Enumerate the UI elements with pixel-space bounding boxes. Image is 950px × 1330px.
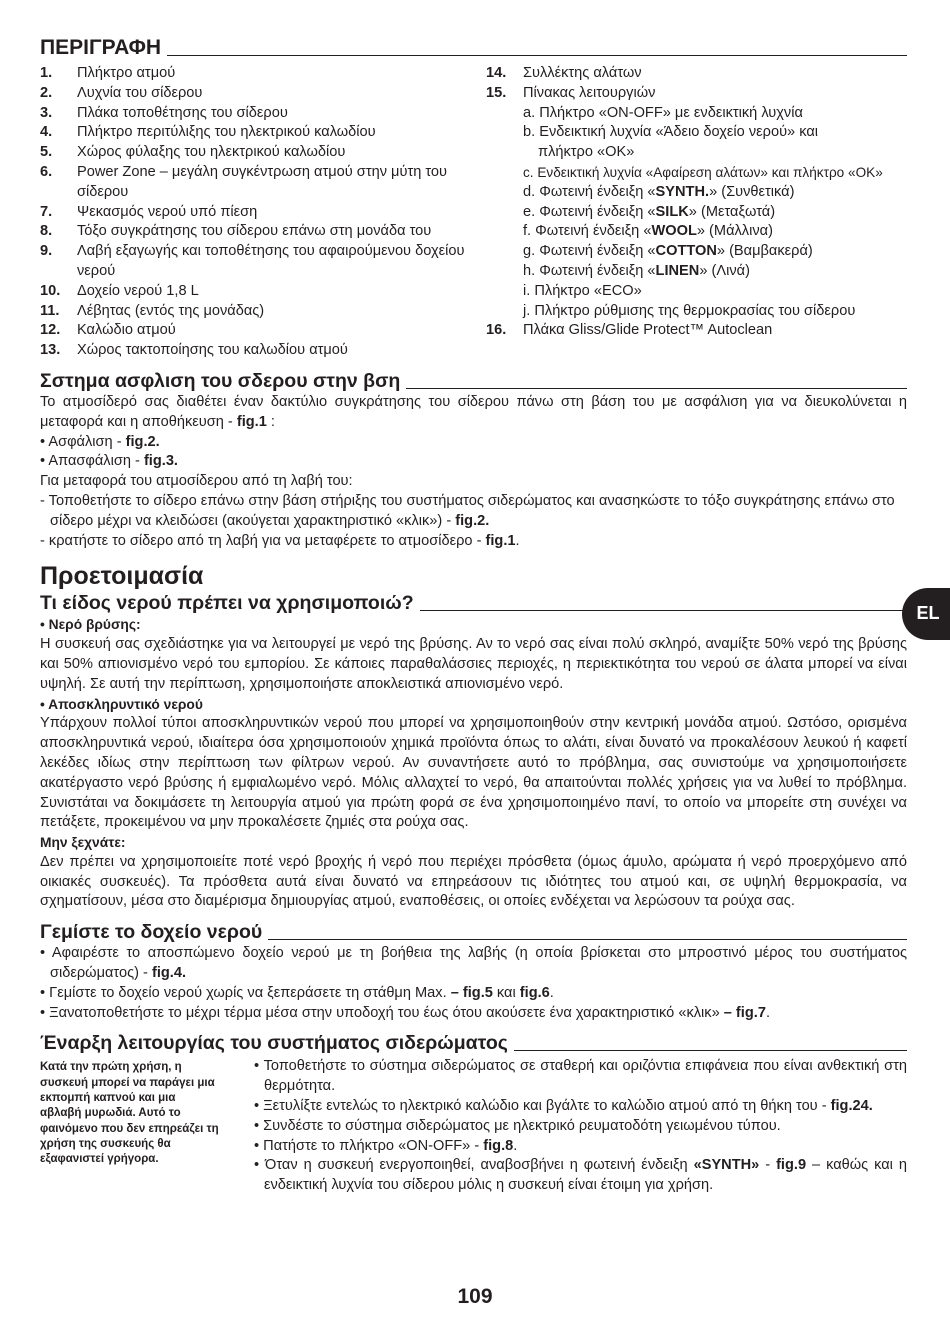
sub-item: c. Ενδεικτική λυχνία «Αφαίρεση αλάτων» και πλήκτρο «OK»: [523, 164, 883, 180]
bullet: • Πατήστε το πλήκτρο «ON-OFF» - fig.8.: [254, 1137, 518, 1154]
list-item: 2. Λυχνία του σίδερου: [40, 84, 203, 101]
list-item: 12. Καλώδιο ατμού: [40, 322, 176, 339]
heading-rule: [406, 388, 907, 389]
page-number: 109: [457, 1285, 493, 1308]
list-item: 11. Λέβητας (εντός της μονάδας): [40, 302, 265, 319]
sub-item: f. Φωτεινή ένδειξη «WOOL» (Μάλλινα): [523, 223, 773, 240]
sub-item: d. Φωτεινή ένδειξη «SYNTH.» (Συνθετικά): [523, 183, 795, 200]
section-title: Προετοιμασία: [40, 562, 204, 591]
sub-item: e. Φωτεινή ένδειξη «SILK» (Μεταξωτά): [523, 203, 776, 220]
list-item: 8. Τόξο συγκράτησης του σίδερου επάνω στη μονάδα του: [40, 223, 432, 240]
paragraph: Υπάρχουν πολλοί τύποι αποσκληρυντικών νερού που μπορεί να χρησιμοποιηθούν στην κεντρική μονάδα ατμού. Ωστόσο, ορισμένα αποσκληρυντικά νερού, ιδιαίτερα όσα χρησιμοποιούν χημικά προϊόντα όπως το αλάτι, είναι δυνατό να προκαλέσουν λευκού ή καφετί λεκέδες ιδίως στην περίπτωση των φίλτρων νερού. Αν συναντήσετε αυτό το πρόβλημα, σας συνιστούμε να χρησιμοποιήσετε ακατέργαστο νερό βρύσης ή εμφιαλωμένο νερό. Μόλις αλλαχτεί το νερό, θα απαιτούνται πολλές χρήσεις για να λυθεί το πρόβλημα. Συνιστάται να δοκιμάσετε τη λειτουργία ατμού για πρώτη φορά σε ένα χρησιμοποιημένο πανί, το οποίο να μπορείτε στη συνέχει να πετάξετε, προκειμένου να μην προκαλέσετε ζημιές στα ρούχα σας.: [40, 715, 907, 831]
description-heading: ΠΕΡΙΓΡΑΦΗ: [40, 36, 907, 60]
list-item: 7. Ψεκασμός νερού υπό πίεση: [40, 203, 258, 220]
list-item: 15. Πίνακας λειτουργιών: [486, 84, 656, 101]
bullet: • Όταν η συσκευή ενεργοποιηθεί, αναβοσβήνει η φωτεινή ένδειξη «SYNTH» - fig.9 – καθώς και η ενδεικτική λυχνία του σίδερου μόλις η συσκευή είναι έτοιμη για χρήση.: [254, 1157, 907, 1194]
list-item: 9. Λαβή εξαγωγής και τοποθέτησης του αφαιρούμενου δοχείου νερού: [40, 243, 465, 279]
parts-list: [40, 64, 907, 361]
lock-heading: Σστημα ασφλιση του σδερου στην βση: [40, 369, 907, 393]
manual-page: [40, 36, 907, 1196]
start-steps: [254, 1057, 907, 1196]
parts-list-left: [40, 64, 486, 361]
paragraph: Το ατμοσίδερό σας διαθέτει έναν δακτύλιο συγκράτησης του σίδερου πάνω στη βάση του με ασφάλιση για να διευκολύνεται η μεταφορά και η αποθήκευση - fig.1 :: [40, 393, 907, 430]
bullet: • Αφαιρέστε το αποσπώμενο δοχείο νερού με τη βοήθεια της λαβής (η οποία βρίσκεται στο μπροστινό μέρος του συστήματος σιδερώματος) - fig.4.: [40, 945, 907, 982]
sub-item: b. Ενδεικτική λυχνία «Άδειο δοχείο νερού» και: [523, 124, 819, 141]
bullet: • Τοποθετήστε το σύστημα σιδερώματος σε σταθερή και οριζόντια επιφάνεια που είναι ανθεκτική στη θερμότητα.: [254, 1058, 907, 1095]
water-section: [40, 615, 907, 912]
start-heading: Έναρξη λειτουργίας του συστήματος σιδερώματος: [40, 1031, 907, 1055]
sub-item: i. Πλήκτρο «ECO»: [523, 282, 642, 299]
dash-item: - κρατήστε το σίδερο από τη λαβή για να μεταφέρετε το ατμοσίδερο - fig.1.: [40, 532, 520, 549]
subheading: • Νερό βρύσης:: [40, 617, 141, 633]
bullet: • Ασφάλιση - fig.2.: [40, 433, 160, 450]
sub-item: h. Φωτεινή ένδειξη «LINEN» (Λινά): [523, 262, 750, 279]
list-item: 5. Χώρος φύλαξης του ηλεκτρικού καλωδίου: [40, 144, 346, 161]
bullet: • Συνδέστε το σύστημα σιδερώματος με ηλεκτρικό ρευματοδότη γειωμένου τύπου.: [254, 1117, 781, 1134]
fill-heading: Γεμίστε το δοχείο νερού: [40, 920, 907, 944]
paragraph: Για μεταφορά του ατμοσίδερου από τη λαβή του:: [40, 473, 353, 490]
heading-rule: [167, 55, 907, 56]
fill-section: [40, 944, 907, 1023]
heading-rule: [268, 939, 907, 940]
sub-item: j. Πλήκτρο ρύθμισης της θερμοκρασίας του σίδερου: [523, 302, 856, 319]
paragraph: Δεν πρέπει να χρησιμοποιείτε ποτέ νερό βροχής ή νερό που περιέχει πρόσθετα (όμως άμυλο, αρώματα ή νερό προερχόμενο από οικιακές συσκευές). Τα πρόσθετα αυτά είναι δυνατό να επηρεάσουν τις ιδιότητες του ατμού και, σε υψηλή θερμοκρασία, να σχηματίσουν, μέσα στο διαμέρισμα δημιουργίας ατμού, εναποθέσεις, οι οποίες ενδέχεται να λερώσουν τα ρούχα σας.: [40, 853, 907, 910]
list-item: 16. Πλάκα Gliss/Glide Protect™ Autoclean: [486, 322, 773, 339]
paragraph: Η συσκευή σας σχεδιάστηκε για να λειτουργεί με νερό της βρύσης. Αν το νερό σας είναι πολύ σκληρό, αναμίξτε 50% νερό της βρύσης και 50% απιονισμένο νερό του εμπορίου. Σε κάποιες παραθαλάσσιες περιοχές, η περιεκτικότητα του νερού σε άλατα μπορεί να είναι υψηλή. Σε αυτή την περίπτωση, χρησιμοποιήστε αποκλειστικά απιονισμένο νερό.: [40, 636, 907, 692]
sub-item: g. Φωτεινή ένδειξη «COTTON» (Βαμβακερά): [523, 243, 813, 260]
lock-section: [40, 393, 907, 551]
sub-item: πλήκτρο «OK»: [538, 144, 635, 161]
list-item: 1. Πλήκτρο ατμού: [40, 65, 176, 81]
bullet: • Ξετυλίξτε εντελώς το ηλεκτρικό καλώδιο και βγάλτε το καλώδιο ατμού από τη θήκη του - fig.24.: [254, 1098, 873, 1115]
dash-item: - Τοποθετήστε το σίδερο επάνω στην βάση στήριξης του συστήματος σιδερώματος και ανασηκώστε το τόξο συγκράτησης επάνω στο σίδερο μέχρι να κλειδώσει (ακούγεται χαρακτηριστικό «κλικ») - fig.2.: [40, 492, 895, 529]
list-item: 3. Πλάκα τοποθέτησης του σίδερου: [40, 104, 288, 121]
list-item: 6. Power Zone – μεγάλη συγκέντρωση ατμού στην μύτη του σίδερου: [40, 163, 448, 200]
subheading: Μην ξεχνάτε:: [40, 835, 126, 851]
list-item: 13. Χώρος τακτοποίησης του καλωδίου ατμού: [40, 342, 348, 359]
water-heading: Τι είδος νερού πρέπει να χρησιμοποιώ?: [40, 591, 907, 615]
language-tab: EL: [902, 588, 950, 640]
start-section: [40, 1057, 907, 1196]
bullet: • Γεμίστε το δοχείο νερού χωρίς να ξεπεράσετε τη στάθμη Max. – fig.5 και fig.6.: [40, 984, 554, 1001]
list-item: 10. Δοχείο νερού 1,8 L: [40, 282, 199, 299]
bullet: • Ξανατοποθετήστε το μέχρι τέρμα μέσα στην υποδοχή του έως ότου ακούσετε ένα χαρακτηριστικό «κλικ» – fig.7.: [40, 1004, 770, 1021]
sub-item: a. Πλήκτρο «ON-OFF» με ενδεικτική λυχνία: [523, 104, 803, 121]
parts-list-right: [486, 64, 907, 361]
subheading: • Αποσκληρυντικό νερού: [40, 696, 203, 712]
first-use-note: Κατά την πρώτη χρήση, η συσκευή μπορεί να παράγει μια εκπομπή καπνού και μια αβλαβή μυρωδιά. Αυτό το φαινόμενο που δεν επηρεάζει τη χρήση της συσκευής θα εξαφανιστεί γρήγορα.: [40, 1061, 219, 1166]
bullet: • Απασφάλιση - fig.3.: [40, 453, 178, 470]
list-item: 4. Πλήκτρο περιτύλιξης του ηλεκτρικού καλωδίου: [40, 124, 376, 141]
list-item: 14. Συλλέκτης αλάτων: [486, 65, 642, 81]
heading-rule: [420, 610, 907, 611]
heading-rule: [514, 1050, 907, 1051]
